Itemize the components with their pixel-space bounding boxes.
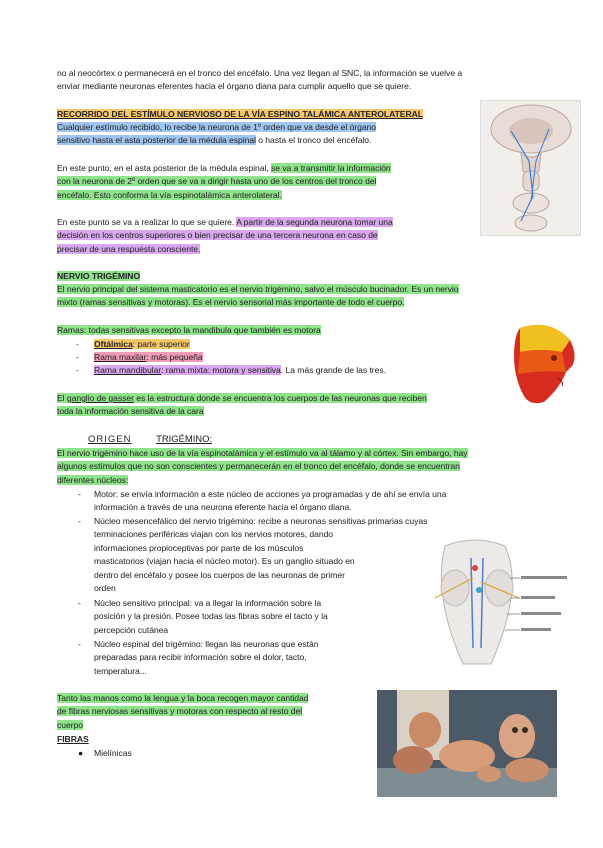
homunculus-photo xyxy=(377,690,557,797)
recorrido-paragraph-2: En este punto, en el asta posterior de la médula espinal, se va a transmitir la información con la neurona de 2º orden que se va a dirigir hasta uno de los centros del tronco del encéfalo. Esto conforma la vía espinotalámica anterolateral. xyxy=(57,163,391,200)
trigeminal-face-image xyxy=(500,322,580,406)
fibras-heading: FIBRAS xyxy=(57,734,89,744)
recorrido-heading: RECORRIDO DEL ESTÍMULO NERVIOSO DE LA VÍA ESPINO TALÁMICA ANTEROLATERAL xyxy=(57,109,423,119)
intro-line: no al neocórtex o permanecerá en el tronco del encéfalo. Una vez llegan al SNC, la información se vuelve a xyxy=(57,68,463,78)
gasser-paragraph: El ganglio de gasser es la estructura donde se encuentra los cuerpos de las neuronas que reciben toda la información sensitiva de la cara xyxy=(57,393,427,417)
origen-heading: ORIGEN TRIGÉMINO: xyxy=(88,434,213,445)
trigeminal-nuclei-diagram xyxy=(415,538,590,668)
spinothalamic-pathway-image xyxy=(480,100,581,236)
nucleo-espinal: - Núcleo espinal del trigémino: llegan las neuronas que están preparadas para recibir información sobre el dolor, tacto, temperatura... xyxy=(78,639,319,676)
nucleo-mesencefalico: - Núcleo mesencefálico del nervio trigémino: recibe a neuronas sensitivas primarias cuyas terminaciones periféricas viajan con los nervios motores, dando informaciones propioceptivas por parte de los músculos masticatorios (viajan hacia el núcleo motor). Es un ganglio situado en dentro del encéfalo y posee los cuerpos de las neuronas de primer orden xyxy=(78,516,428,594)
recorrido-paragraph-1: Cualquier estímulo recibido, lo recibe la neurona de 1º orden que va desde el órgano sensitivo hasta el asta posterior de la médula espinal o hasta el tronco del encéfalo. xyxy=(57,122,377,146)
ramas-intro: Ramas: todas sensitivas excepto la mandibula que también es motora xyxy=(57,325,321,335)
fibras-item: ● Mielínicas xyxy=(78,748,132,758)
rama-maxilar: - Rama maxilar: más pequeña xyxy=(76,352,203,362)
nucleo-sensitivo-principal: - Núcleo sensitivo principal: va a llegar la información sobre la posición y la presión. Posee todas las fibras sobre el tacto y la percepción cutánea xyxy=(78,598,328,635)
recorrido-paragraph-3: En este punto se va a realizar lo que se quiere. A partir de la segunda neurona tomar una decisión en los centros superiores o bien precisar de una tercera neurona en caso de precisar de una respuesta consciente. xyxy=(57,217,393,254)
intro-line: enviar mediante neuronas eferentes hacia el órgano diana para cumplir aquello que se quiere. xyxy=(57,81,412,92)
trigemino-paragraph: El nervio principal del sistema masticatorio es el nervio trigémino, salvo el músculo bucinador. Es un nervio mixto (ramas sensitivas y motoras). Es el nervio sensorial más importante de todo el cuerpo. xyxy=(57,284,459,308)
rama-mandibular: - Rama mandibular: rama mixta: motora y sensitiva. La más grande de las tres. xyxy=(76,365,386,375)
trigemino-heading: NERVIO TRIGÉMINO xyxy=(57,271,141,281)
intro-paragraph xyxy=(57,67,462,94)
manos-paragraph: Tanto las manos como la lengua y la boca recogen mayor cantidad de fibras nerviosas sensitivas y motoras con respecto al resto del cuerpo xyxy=(57,693,309,730)
nucleo-motor: - Motor: se envía información a este núcleo de acciones ya programadas y de ahí se envía una información a través de una neurona eferente hacia el órgano diana. xyxy=(78,489,447,513)
origen-paragraph: El nervio trigémino hace uso de la vía espinotalámica y el estímulo va al tálamo y al córtex. Sin embargo, hay algunos estímulos que no son conscientes y permanecerán en el tronco del encéfalo, donde se encuentran diferentes núcleos: xyxy=(57,448,468,485)
rama-oftalmica: - Oftálmica: parte superior xyxy=(76,339,190,349)
